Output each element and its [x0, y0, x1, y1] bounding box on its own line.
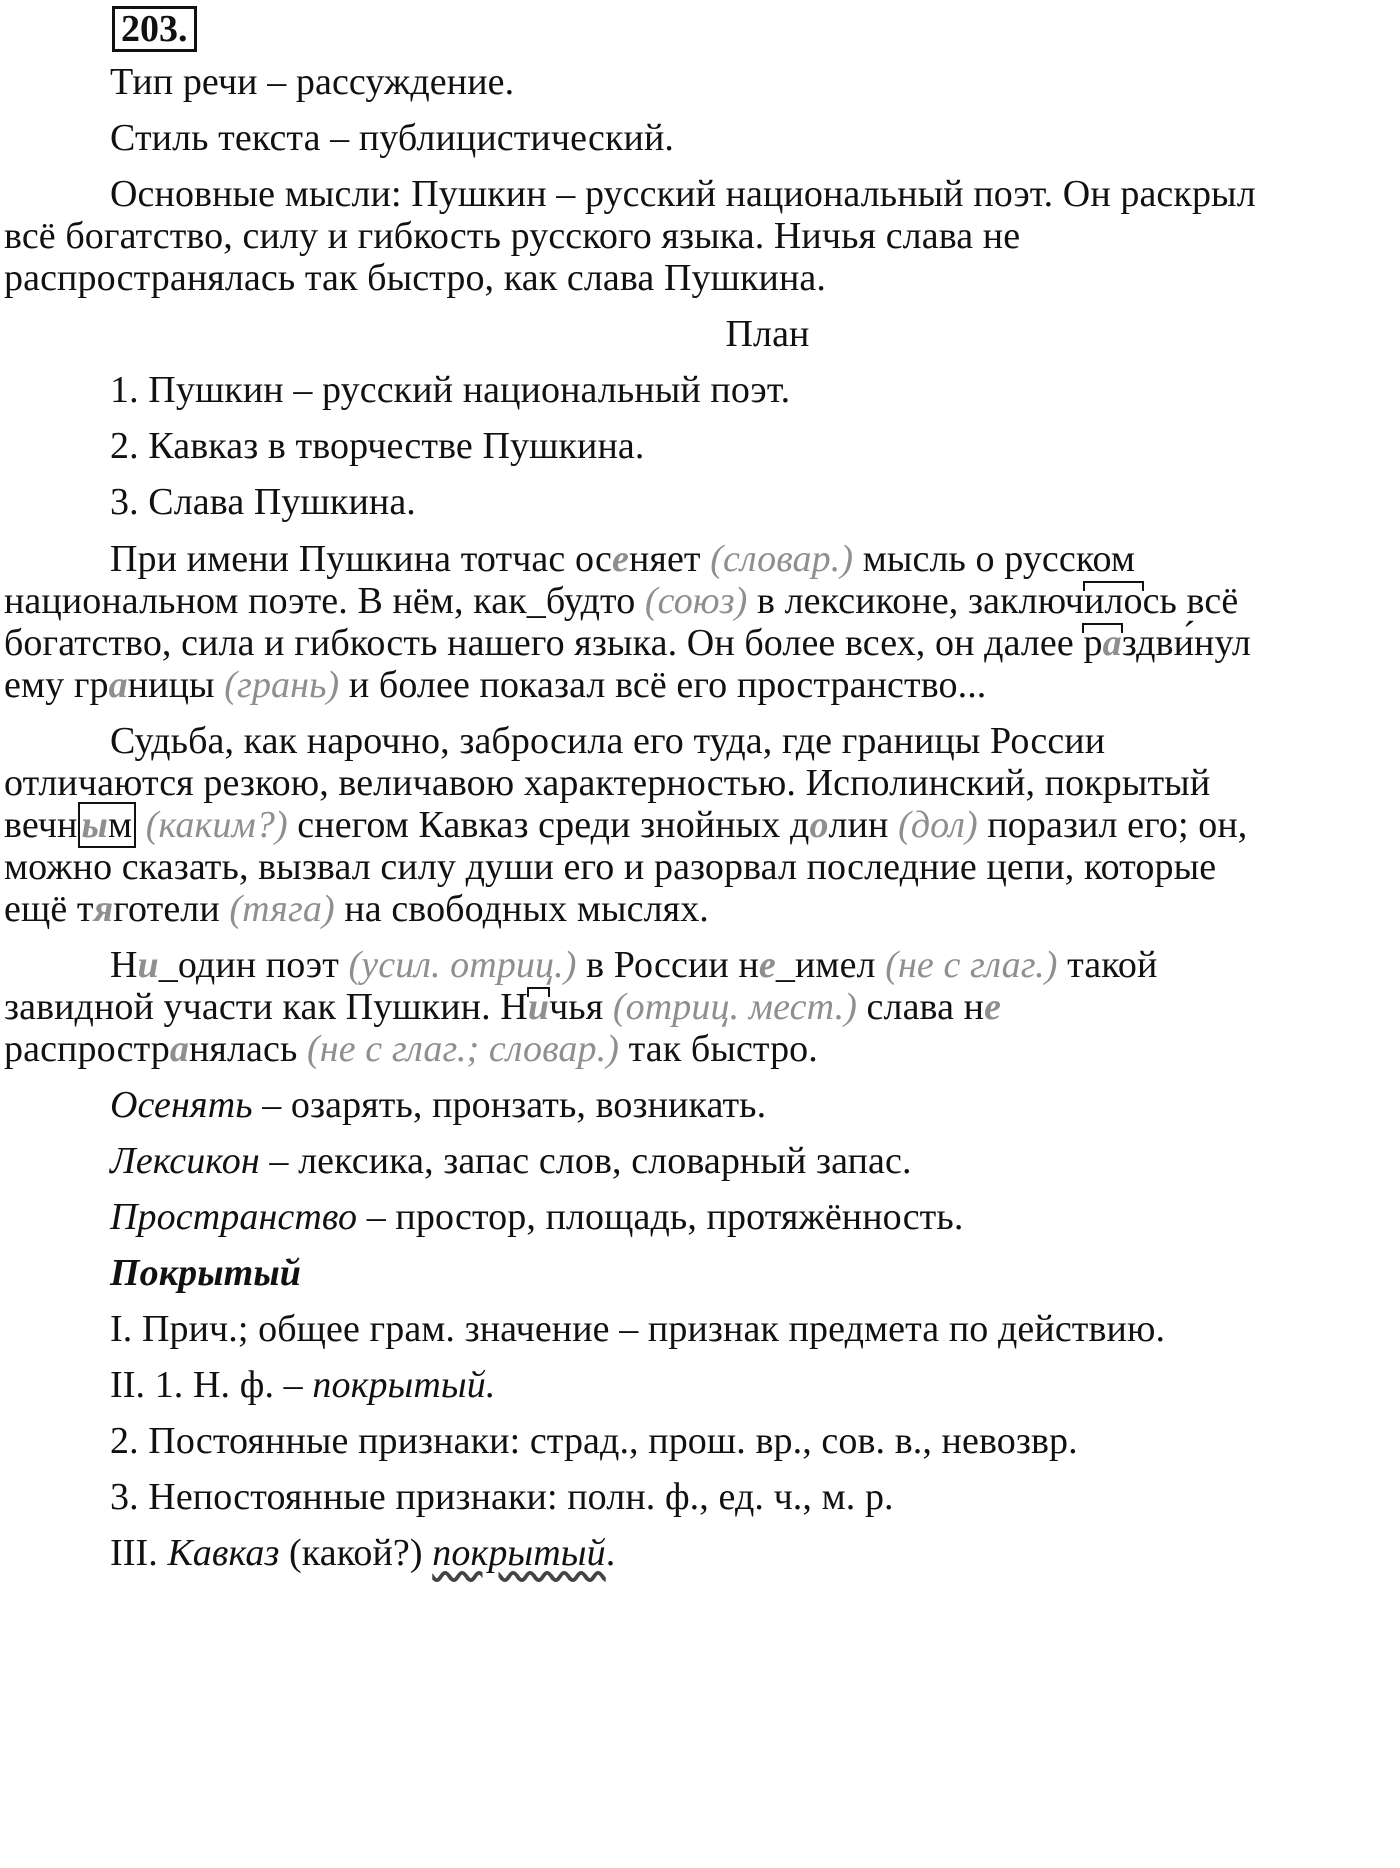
noun-word: Кавказ	[167, 1532, 280, 1574]
main-ideas-line: распространялась так быстро, как слава Пушкина.	[4, 257, 826, 299]
grammar-note: (дол)	[898, 804, 978, 846]
grammar-note: (тяга)	[229, 888, 335, 930]
suffix-mark: ило	[1083, 580, 1143, 622]
hyphen-mark: _	[158, 944, 178, 986]
orthogram-letter: и	[137, 944, 159, 986]
vocab-word: Осенять	[110, 1084, 253, 1126]
text-line: При имени Пушкина тотчас осеняет (словар.) мысль о русском	[110, 538, 1136, 580]
vocab-entry	[110, 1139, 912, 1183]
analysis-line: 2. Постоянные признаки: страд., прош. вр., сов. в., невозвр.	[110, 1420, 1078, 1462]
plan-item: 2. Кавказ в творчестве Пушкина.	[110, 425, 645, 467]
vocab-definition: – простор, площадь, протяжённость.	[357, 1196, 964, 1238]
text-style-line: Стиль текста – публицистический.	[110, 117, 674, 159]
hyphen-mark: _	[775, 944, 795, 986]
analysis-line: 3. Непостоянные признаки: полн. ф., ед. ч., м. р.	[110, 1476, 894, 1518]
grammar-note: (союз)	[644, 580, 748, 622]
text-line: отличаются резкою, величавою характерностью. Исполинский, покрытый	[4, 762, 1211, 804]
grammar-note: (отриц. мест.)	[612, 986, 857, 1028]
text-line: распространялась (не с глаг.; словар.) так быстро.	[4, 1028, 818, 1070]
text-line: богатство, сила и гибкость нашего языка. Он более всех, он далее раздви́нул	[4, 622, 1251, 664]
orthogram-letter: а	[169, 1028, 189, 1070]
hyphen-mark: _	[526, 580, 546, 622]
grammar-note: (каким?)	[145, 804, 288, 846]
grammar-note: (не с глаг.)	[885, 944, 1058, 986]
text-line: Ни_один поэт (усил. отриц.) в России не_имел (не с глаг.) такой	[110, 944, 1158, 986]
orthogram-letter: е	[611, 538, 629, 580]
text-line: вечн ым (каким?) снегом Кавказ среди знойных долин (дол) поразил его; он,	[4, 804, 1248, 846]
analysis-line: I. Прич.; общее грам. значение – признак предмета по действию.	[110, 1308, 1166, 1350]
analysis-line: II. 1. Н. ф. – покрытый.	[110, 1364, 496, 1406]
orthogram-letter: ы	[81, 804, 108, 846]
orthogram-letter: е	[758, 944, 776, 986]
orthogram-letter: е	[984, 986, 1002, 1028]
main-ideas-line: Основные мысли: Пушкин – русский национальный поэт. Он раскрыл	[110, 173, 1256, 215]
plan-item: 1. Пушкин – русский национальный поэт.	[110, 369, 791, 411]
text-line: национальном поэте. В нём, как_будто (союз) в лексиконе, заключилось всё	[4, 580, 1239, 622]
analysis-title: Покрытый	[110, 1252, 302, 1294]
prefix-mark: ра	[1083, 622, 1122, 664]
ending-box: ым	[78, 802, 137, 848]
vocab-word: Пространство	[110, 1196, 358, 1238]
orthogram-letter: а	[1102, 622, 1122, 664]
plan-item: 3. Слава Пушкина.	[110, 481, 416, 523]
exercise-number: 203.	[112, 6, 197, 52]
grammar-note: (словар.)	[710, 538, 854, 580]
text-line: Судьба, как нарочно, забросила его туда, где границы России	[110, 720, 1106, 762]
orthogram-letter: я	[93, 888, 114, 930]
analysis-line: III. Кавказ (какой?) покрытый.	[110, 1532, 616, 1574]
orthogram-letter: о	[809, 804, 829, 846]
plan-title: План	[725, 313, 810, 355]
grammar-note: (грань)	[224, 664, 340, 706]
vocab-entry	[110, 1195, 963, 1239]
orthogram-letter: а	[108, 664, 128, 706]
initial-form: покрытый.	[312, 1364, 496, 1406]
vocab-definition: – озарять, пронзать, возникать.	[252, 1084, 767, 1126]
text-line: можно сказать, вызвал силу души его и разорвал последние цепи, которые	[4, 846, 1217, 888]
text-line: ему границы (грань) и более показал всё его пространство...	[4, 664, 987, 706]
speech-type-line: Тип речи – рассуждение.	[110, 61, 515, 103]
vocab-word: Лексикон	[110, 1140, 260, 1182]
grammar-note: (не с глаг.; словар.)	[307, 1028, 619, 1070]
vocab-definition: – лексика, запас слов, словарный запас.	[259, 1140, 912, 1182]
text-line: завидной участи как Пушкин. Ничья (отриц. мест.) слава не	[4, 986, 1002, 1028]
text-line: ещё тяготели (тяга) на свободных мыслях.	[4, 888, 709, 930]
main-ideas-line: всё богатство, силу и гибкость русского языка. Ничья слава не	[4, 215, 1021, 257]
attribute-word: покрытый	[432, 1532, 606, 1574]
grammar-note: (усил. отриц.)	[348, 944, 577, 986]
prefix-mark: и	[527, 986, 550, 1028]
vocab-entry	[110, 1083, 766, 1127]
